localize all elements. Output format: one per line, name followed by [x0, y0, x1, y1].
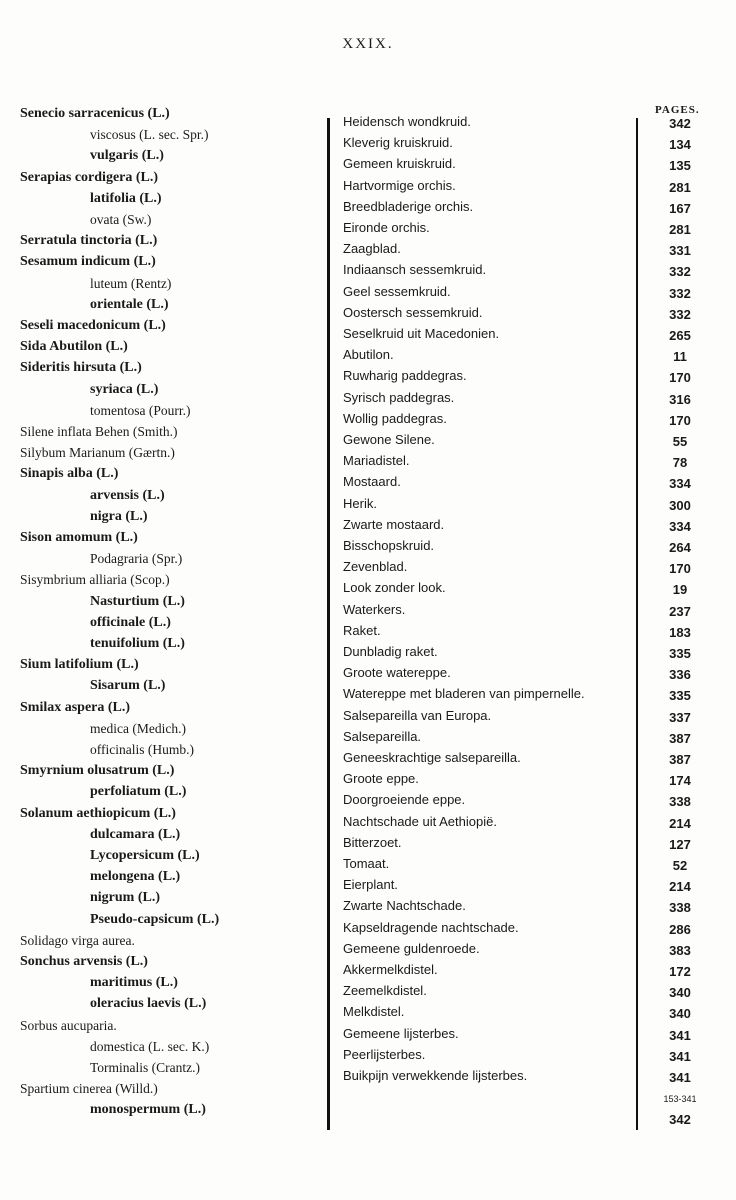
dutch-name: Geel sessemkruid.: [343, 283, 451, 299]
dutch-name: Kleverig kruiskruid.: [343, 135, 453, 151]
index-row: [0, 424, 736, 449]
latin-name: Nasturtium (L.): [90, 593, 185, 609]
dutch-name: Zwarte Nachtschade.: [343, 898, 466, 914]
index-row: [0, 742, 736, 767]
page-ref: 52: [672, 858, 688, 873]
latin-name: Smyrnium olusatrum (L.): [20, 763, 175, 779]
latin-name: ovata (Sw.): [90, 212, 152, 227]
latin-name: Smilax aspera (L.): [20, 699, 131, 715]
page-ref: 78: [672, 455, 688, 471]
index-row: [0, 1081, 736, 1105]
page-ref: 341: [669, 1048, 691, 1064]
index-row: [0, 402, 736, 428]
latin-name: Sideritis hirsuta (L.): [20, 360, 142, 376]
latin-name: officinale (L.): [90, 614, 171, 630]
latin-name: Sium latifolium (L.): [20, 657, 139, 673]
dutch-name: Syrisch paddegras.: [343, 389, 455, 405]
latin-name: Seseli macedonicum (L.): [20, 318, 166, 333]
dutch-name: Salsepareilla van Europa.: [343, 707, 492, 723]
latin-name: Senecio sarracenicus (L.): [20, 106, 170, 121]
dutch-name: Look zonder look.: [343, 580, 446, 596]
page-ref: 170: [669, 412, 691, 428]
index-row: [0, 954, 736, 979]
page-ref: 341: [669, 1070, 691, 1085]
index-row: [0, 996, 736, 1022]
dutch-name: Melkdistel.: [343, 1004, 405, 1020]
page-ref: 19: [672, 582, 688, 598]
page-ref: 331: [669, 243, 691, 259]
index-row: [0, 190, 736, 216]
dutch-name: Oostersch sessemkruid.: [343, 304, 483, 320]
dutch-name: Salsepareilla.: [343, 728, 422, 744]
page-ref: 183: [669, 624, 691, 640]
index-row: [0, 339, 736, 365]
page-ref: 170: [669, 370, 691, 386]
index-row: [0, 593, 736, 619]
latin-name: Sorbus aucuparia.: [20, 1017, 117, 1033]
page-ref: 286: [669, 921, 691, 937]
latin-name: medica (Medich.): [90, 720, 186, 736]
page-ref: 337: [669, 709, 691, 725]
dutch-name: Gemeene guldenroede.: [343, 940, 480, 956]
index-row: [0, 148, 736, 174]
index-row: [0, 233, 736, 259]
index-row: [0, 657, 736, 683]
index-row: [0, 445, 736, 471]
latin-name: Sisymbrium alliaria (Scop.): [20, 572, 170, 588]
page-ref: 135: [669, 158, 691, 174]
index-row: [0, 275, 736, 301]
latin-name: perfoliatum (L.): [90, 784, 187, 800]
dutch-name: Zaagblad.: [343, 241, 401, 257]
index-row: [0, 508, 736, 534]
dutch-name: Ruwharig paddegras.: [343, 368, 467, 384]
latin-name: nigrum (L.): [90, 890, 160, 906]
dutch-name: Breedbladerige orchis.: [343, 198, 474, 214]
index-row: [0, 106, 736, 131]
dutch-name: Zwarte mostaard.: [343, 516, 445, 532]
index-row: [0, 678, 736, 704]
latin-name: vulgaris (L.): [90, 148, 164, 164]
page-ref: 170: [669, 561, 691, 577]
index-row: [0, 212, 736, 237]
dutch-name: Gewone Silene.: [343, 432, 435, 447]
page-ref: 338: [669, 794, 691, 810]
dutch-name: Zeemelkdistel.: [343, 983, 427, 999]
index-row: [0, 466, 736, 492]
dutch-name: Bitterzoet.: [343, 834, 402, 850]
index-row: [0, 1102, 736, 1128]
latin-name: tenuifolium (L.): [90, 636, 185, 651]
dutch-name: Groote eppe.: [343, 771, 419, 787]
page-ref: 127: [669, 836, 691, 852]
dutch-name: Mostaard.: [343, 474, 401, 490]
latin-name: Sonchus arvensis (L.): [20, 954, 148, 969]
page-ref: 340: [669, 985, 691, 1001]
index-row: [0, 1017, 736, 1043]
latin-name: Silene inflata Behen (Smith.): [20, 424, 178, 439]
page-ref: 214: [669, 879, 691, 895]
index-row: [0, 487, 736, 513]
page-ref: 334: [669, 518, 691, 534]
page-ref: 300: [669, 497, 691, 513]
index-row: [0, 932, 736, 958]
dutch-name: Waterkers.: [343, 601, 406, 617]
page-ref: 383: [669, 942, 691, 958]
latin-name: Sida Abutilon (L.): [20, 339, 128, 355]
index-row: [0, 826, 736, 852]
page-ref: 237: [669, 603, 691, 619]
dutch-name: Heidensch wondkruid.: [343, 114, 471, 129]
dutch-name: Zevenblad.: [343, 559, 408, 575]
index-row: [0, 784, 736, 810]
dutch-name: Peerlijsterbes.: [343, 1046, 426, 1062]
index-row: [0, 169, 736, 195]
latin-name: officinalis (Humb.): [90, 742, 194, 757]
index-row: [0, 1060, 736, 1085]
index-row: [0, 572, 736, 598]
page-ref: 387: [669, 752, 691, 767]
page-ref: 340: [669, 1006, 691, 1022]
dutch-name: Bisschopskruid.: [343, 538, 435, 553]
index-row: [0, 381, 736, 407]
latin-name: tomentosa (Pourr.): [90, 402, 191, 418]
page-ref: 11: [673, 349, 687, 365]
dutch-name: Hartvormige orchis.: [343, 177, 456, 193]
dutch-name: Buikpijn verwekkende lijsterbes.: [343, 1068, 528, 1083]
index-row: [0, 127, 736, 153]
dutch-name: Nachtschade uit Aethiopië.: [343, 813, 497, 829]
dutch-name: Watereppe met bladeren van pimpernelle.: [343, 686, 585, 702]
latin-name: dulcamara (L.): [90, 826, 181, 842]
page-ref: 153-341: [663, 1094, 697, 1105]
latin-name: luteum (Rentz): [90, 275, 172, 291]
index-row: [0, 848, 736, 873]
index-row: [0, 763, 736, 789]
page-ref: 265: [669, 328, 691, 343]
dutch-name: Seselkruid uit Macedonien.: [343, 326, 500, 341]
page-ref: 332: [669, 264, 691, 280]
dutch-name: Raket.: [343, 622, 381, 638]
dutch-name: Gemeene lijsterbes.: [343, 1025, 459, 1041]
dutch-name: Tomaat.: [343, 856, 390, 871]
index-row: [0, 890, 736, 916]
page-ref: 134: [669, 137, 691, 153]
page-ref: 316: [669, 391, 691, 407]
page-ref: 336: [669, 667, 691, 683]
index-row: [0, 614, 736, 640]
page-number: XXIX.: [342, 36, 394, 52]
dutch-name: Wollig paddegras.: [343, 410, 447, 426]
page-ref: 342: [669, 1112, 691, 1128]
pages-column-header: PAGES.: [655, 104, 700, 116]
latin-name: Pseudo-capsicum (L.): [90, 911, 220, 927]
index-row: [0, 551, 736, 577]
latin-name: syriaca (L.): [90, 381, 159, 397]
dutch-name: Mariadistel.: [343, 453, 410, 469]
page-ref: 338: [669, 900, 691, 916]
latin-name: oleracius laevis (L.): [90, 996, 207, 1012]
index-row: [0, 911, 736, 937]
index-row: [0, 318, 736, 343]
dutch-name: Dunbladig raket.: [343, 644, 438, 659]
index-row: [0, 1038, 736, 1064]
dutch-name: Gemeen kruiskruid.: [343, 156, 456, 172]
dutch-name: Abutilon.: [343, 347, 394, 363]
page-ref: 264: [669, 540, 691, 555]
latin-name: maritimus (L.): [90, 975, 178, 991]
index-row: [0, 975, 736, 1001]
index-row: [0, 530, 736, 555]
dutch-name: Geneeskrachtige salsepareilla.: [343, 750, 521, 765]
dutch-name: Herik.: [343, 495, 377, 511]
latin-name: arvensis (L.): [90, 487, 165, 503]
latin-name: viscosus (L. sec. Spr.): [90, 127, 209, 143]
page-ref: 335: [669, 688, 691, 704]
index-row: [0, 296, 736, 322]
page-ref: 342: [669, 116, 691, 131]
page-ref: 167: [669, 200, 691, 216]
page-ref: 334: [669, 476, 691, 492]
page-ref: 172: [669, 964, 691, 979]
latin-name: Spartium cinerea (Willd.): [20, 1081, 158, 1097]
dutch-name: Groote watereppe.: [343, 665, 451, 681]
page-ref: 335: [669, 646, 691, 661]
dutch-name: Indiaansch sessemkruid.: [343, 262, 487, 278]
page-ref: 281: [669, 222, 691, 237]
index-row: [0, 254, 736, 280]
latin-name: monospermum (L.): [90, 1102, 206, 1118]
latin-name: orientale (L.): [90, 296, 169, 312]
page-ref: 387: [669, 730, 691, 746]
latin-name: Sesamum indicum (L.): [20, 254, 156, 270]
index-row: [0, 636, 736, 661]
page-ref: 214: [669, 815, 691, 831]
page-ref: 332: [669, 306, 691, 322]
latin-name: Silybum Marianum (Gærtn.): [20, 445, 175, 461]
latin-name: Serapias cordigera (L.): [20, 169, 159, 185]
index-row: [0, 805, 736, 831]
dutch-name: Eironde orchis.: [343, 220, 430, 235]
latin-name: domestica (L. sec. K.): [90, 1038, 210, 1054]
page-ref: 281: [669, 179, 691, 195]
dutch-name: Eierplant.: [343, 877, 398, 893]
page-ref: 174: [669, 773, 691, 789]
latin-name: melongena (L.): [90, 869, 181, 885]
latin-name: Lycopersicum (L.): [90, 848, 200, 863]
latin-name: Serratula tinctoria (L.): [20, 233, 158, 249]
latin-name: Sison amomum (L.): [20, 530, 138, 545]
latin-name: Sisarum (L.): [90, 678, 166, 694]
page-ref: 341: [669, 1027, 691, 1043]
index-row: [0, 360, 736, 386]
latin-name: Sinapis alba (L.): [20, 466, 119, 482]
latin-name: Podagraria (Spr.): [90, 551, 183, 567]
index-row: [0, 699, 736, 725]
latin-name: Solidago virga aurea.: [20, 932, 135, 948]
latin-name: Torminalis (Crantz.): [90, 1060, 201, 1075]
page-ref: 332: [669, 285, 691, 301]
latin-name: nigra (L.): [90, 508, 148, 524]
page-ref: 55: [672, 434, 688, 449]
dutch-name: Kapseldragende nachtschade.: [343, 919, 519, 935]
index-row: [0, 720, 736, 746]
latin-name: latifolia (L.): [90, 190, 162, 206]
index-row: [0, 869, 736, 895]
dutch-name: Akkermelkdistel.: [343, 962, 438, 977]
dutch-name: Doorgroeiende eppe.: [343, 792, 466, 808]
latin-name: Solanum aethiopicum (L.): [20, 805, 176, 821]
